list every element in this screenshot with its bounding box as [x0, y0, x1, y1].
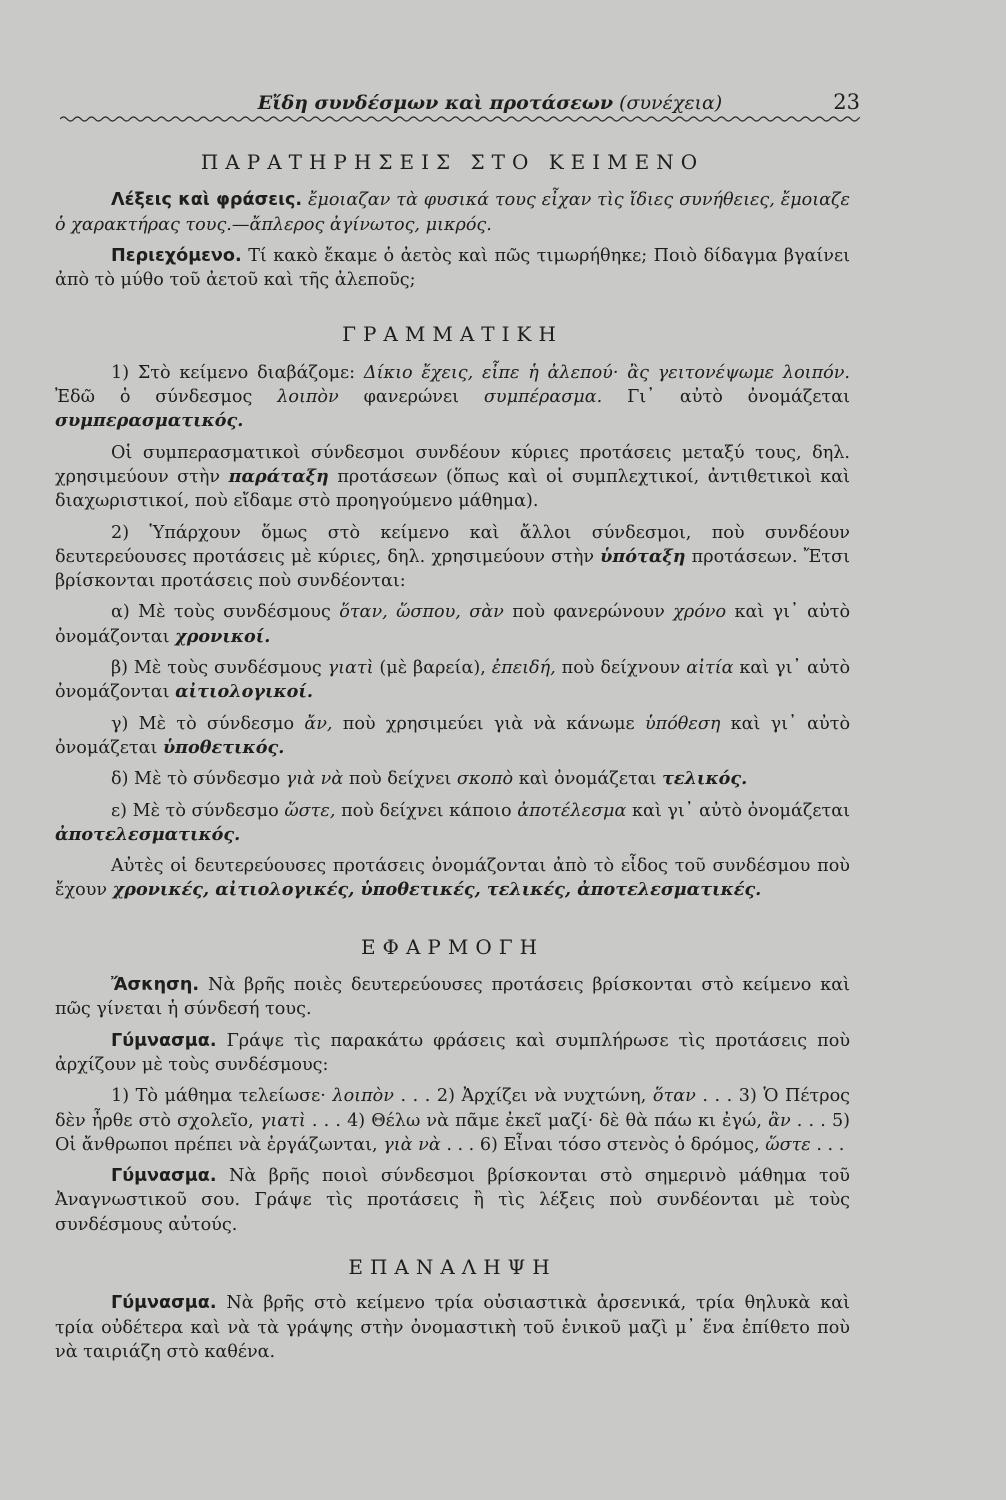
item-e	[55, 799, 850, 848]
running-head	[60, 88, 860, 124]
page-number: 23	[833, 90, 860, 114]
page-body	[55, 150, 850, 1364]
term-bold: ἀποτελεσματικός.	[55, 823, 241, 845]
quote: Δίκιο ἔχεις, εἶπε ἡ ἀλεπού· ἂς γειτονέψωμε λοιπόν.	[363, 362, 851, 383]
term-italic: ἐπειδή,	[491, 658, 556, 679]
text: ποὺ δείχνει κάποιο	[341, 800, 512, 821]
text: Γράψε τὶς παρακάτω φράσεις καὶ συμπλήρωσε τὶς προτάσεις ποὺ ἀρχίζουν μὲ τοὺς συνδέσμους:	[55, 1030, 851, 1075]
exercise-label: Ἄσκηση.	[111, 975, 200, 996]
term-italic: σκοπὸ	[456, 769, 514, 790]
words-paragraph	[55, 188, 850, 237]
text: Γι᾿ αὐτὸ ὀνομάζεται	[627, 387, 851, 408]
text: καὶ ὀνομάζεται	[518, 769, 657, 790]
text: (μὲ βαρεία),	[379, 658, 486, 679]
term-bold: συμπερασματικός.	[55, 410, 244, 432]
wavy-rule-line	[60, 117, 860, 121]
text: Νὰ βρῆς ποιὲς δευτερεύουσες προτάσεις βρίσκονται στὸ κείμενο καὶ πῶς γίνεται ἡ σύνδεσή τους.	[55, 975, 851, 1020]
term-italic: ἄν,	[304, 713, 333, 734]
text: . . . 6) Εἶναι τόσο στενὸς ὁ δρόμος,	[446, 1134, 760, 1155]
term-italic: ἂν	[768, 1110, 791, 1131]
term-italic: γιὰ νὰ	[383, 1134, 441, 1155]
term-bold: παράταξη	[228, 465, 329, 487]
text: Ἐδῶ ὁ σύνδεσμος	[55, 387, 253, 408]
review-exercise	[55, 1291, 850, 1364]
term-bold: ὑποθετικός.	[162, 736, 285, 758]
running-title-main: Εἴδη συνδέσμων καὶ προτάσεων	[257, 92, 614, 114]
text: δ) Μὲ τὸ σύνδεσμο	[111, 769, 281, 790]
text: καὶ γι᾿ αὐτὸ ὀνομάζεται	[55, 713, 851, 758]
text: . . . 3) Ὁ Πέτρος δὲν ἦρθε στὸ σχολεῖο,	[55, 1086, 851, 1131]
heading-grammar: ΓΡΑΜΜΑΤΙΚΗ	[342, 322, 563, 347]
term-italic: ὅταν	[652, 1086, 696, 1107]
text: ε) Μὲ τὸ σύνδεσμο	[111, 800, 279, 821]
words-text: ἔμοιαζαν τὰ φυσικά τους εἶχαν τὶς ἴδιες συνήθειες, ἔμοιαζε ὁ χαρακτήρας τους.—ἄπλερος ἀγίνωτος, μικρός.	[55, 190, 850, 235]
term-italic: γιατὶ	[259, 1110, 306, 1131]
text: προτάσεων. Ἔτσι βρίσκονται προτάσεις ποὺ συνδέονται:	[55, 546, 851, 592]
exercise-label: Γύμνασμα.	[111, 1030, 217, 1051]
term-italic: ὑπόθεση	[644, 713, 721, 734]
text: α) Μὲ τοὺς συνδέσμους	[111, 602, 331, 623]
text: φανερώνει	[363, 387, 460, 408]
text: . . .	[816, 1134, 845, 1155]
grammar-p2	[55, 441, 850, 514]
term-bold: χρονικές, αἰτιολογικές, ὑποθετικές, τελικές, ἀποτελεσματικές.	[112, 879, 762, 901]
content-paragraph	[55, 244, 850, 293]
term-italic: γιὰ νὰ	[285, 769, 344, 790]
grammar-p1	[55, 361, 850, 434]
text: γ) Μὲ τὸ σύνδεσμο	[111, 713, 295, 734]
term-bold: ὑπόταξη	[600, 545, 686, 567]
grammar-p4	[55, 854, 850, 903]
exercise-2	[55, 1029, 850, 1078]
item-d	[55, 767, 850, 791]
content-text: Τί κακὸ ἔκαμε ὁ ἀετὸς καὶ πῶς τιμωρήθηκε; Ποιὸ δίδαγμα βγαίνει ἀπὸ τὸ μύθο τοῦ ἀετοῦ καὶ τῆς ἀλεποῦς;	[55, 245, 851, 291]
term-italic: ὅταν, ὥσπου, σὰν	[339, 602, 504, 623]
term-italic: ὥστε,	[284, 800, 336, 821]
text: 1) Στὸ κείμενο διαβάζομε:	[111, 362, 356, 383]
text: 1) Τὸ μάθημα τελείωσε·	[111, 1086, 326, 1107]
exercise-label: Γύμνασμα.	[111, 1166, 217, 1187]
text: ποὺ φανερώνουν	[512, 602, 665, 623]
heading-notes: ΠΑΡΑΤΗΡΗΣΕΙΣ ΣΤΟ ΚΕΙΜΕΝΟ	[200, 150, 705, 174]
exercise-label: Γύμνασμα.	[111, 1293, 217, 1314]
text: β) Μὲ τοὺς συνδέσμους	[111, 658, 322, 679]
running-title-paren: (συνέχεια)	[619, 92, 723, 114]
item-b	[55, 656, 850, 705]
text: . . . 4) Θέλω νὰ πᾶμε ἐκεῖ μαζί· δὲ θὰ πάω κι ἐγώ,	[311, 1110, 762, 1131]
term-italic: λοιπὸν	[277, 387, 339, 408]
item-c	[55, 712, 850, 761]
text: καὶ γι᾿ αὐτὸ ὀνομάζονται	[55, 602, 851, 647]
term-italic: χρόνο	[673, 602, 727, 623]
term-bold: τελικός.	[662, 768, 748, 790]
text: ποὺ χρησιμεύει γιὰ νὰ κάνωμε	[342, 713, 635, 734]
term-bold: χρονικοί.	[175, 625, 271, 647]
content-label: Περιεχόμενο.	[111, 245, 242, 266]
term-italic: λοιπὸν	[332, 1086, 394, 1107]
term-bold: αἰτιολογικοί.	[175, 681, 314, 703]
text: προτάσεων (ὅπως καὶ οἱ συμπλεχτικοί, ἀντιθετικοὶ καὶ διαχωριστικοί, ποὺ εἴδαμε στὸ προηγούμενο μάθημα).	[55, 466, 850, 512]
text: Οἱ συμπερασματικοὶ σύνδεσμοι συνδέουν κύριες προτάσεις μεταξύ τους, δηλ. χρησιμεύουν στὴν	[55, 442, 850, 487]
text: ποὺ δείχνει	[348, 769, 452, 790]
text: Νὰ βρῆς ποιοὶ σύνδεσμοι βρίσκονται στὸ σημερινὸ μάθημα τοῦ Ἀναγνωστικοῦ σου. Γράψε τὶς προτάσεις ἢ τὶς λέξεις ποὺ συνδέονται μὲ τοὺς συνδέσμους αὐτούς.	[55, 1166, 851, 1235]
text: καὶ γι᾿ αὐτὸ ὀνομάζονται	[55, 658, 851, 703]
text: 2) Ὑπάρχουν ὅμως στὸ κείμενο καὶ ἄλλοι σύνδεσμοι, ποὺ συνδέουν δευτερεύουσες προτάσεις μὲ κύριες, δηλ. χρησιμεύουν στὴν	[55, 522, 850, 567]
term-italic: ἀποτέλεσμα	[517, 800, 627, 821]
wavy-rule	[60, 114, 860, 124]
text: ποὺ δείχνουν	[561, 658, 681, 679]
text: . . . 5) Οἱ ἄνθρωποι πρέπει νὰ ἐργάζωνται,	[55, 1110, 851, 1155]
heading-review: ΕΠΑΝΑΛΗΨΗ	[348, 1254, 557, 1279]
text: Αὐτὲς οἱ δευτερεύουσες προτάσεις ὀνομάζονται ἀπὸ τὸ εἶδος τοῦ συνδέσμου ποὺ ἔχουν	[55, 856, 850, 901]
term-italic: ὥστε	[765, 1134, 811, 1155]
running-title	[230, 92, 750, 114]
heading-application: ΕΦΑΡΜΟΓΗ	[360, 934, 545, 959]
term-italic: αἰτία	[686, 658, 734, 679]
item-a	[55, 600, 850, 649]
term-italic: γιατὶ	[327, 658, 374, 679]
text: . . . 2) Ἀρχίζει νὰ νυχτώνη,	[400, 1086, 647, 1107]
text: καὶ γι᾿ αὐτὸ ὀνομάζεται	[631, 800, 851, 821]
text: Νὰ βρῆς στὸ κείμενο τρία οὐσιαστικὰ ἀρσενικά, τρία θηλυκὰ καὶ τρία οὐδέτερα καὶ νὰ τὰ γράψης στὴν ὀνομαστικὴ τοῦ ἑνικοῦ μαζὶ μ᾿ ἕνα ἐπίθετο ποὺ νὰ ταιριάζη στὸ καθένα.	[55, 1293, 850, 1362]
grammar-p3	[55, 521, 850, 594]
term-italic: συμπέρασμα.	[483, 387, 603, 408]
exercise-1	[55, 973, 850, 1022]
exercise-2-sentences	[55, 1084, 850, 1157]
exercise-3	[55, 1164, 850, 1237]
words-label: Λέξεις καὶ φράσεις.	[111, 190, 303, 211]
